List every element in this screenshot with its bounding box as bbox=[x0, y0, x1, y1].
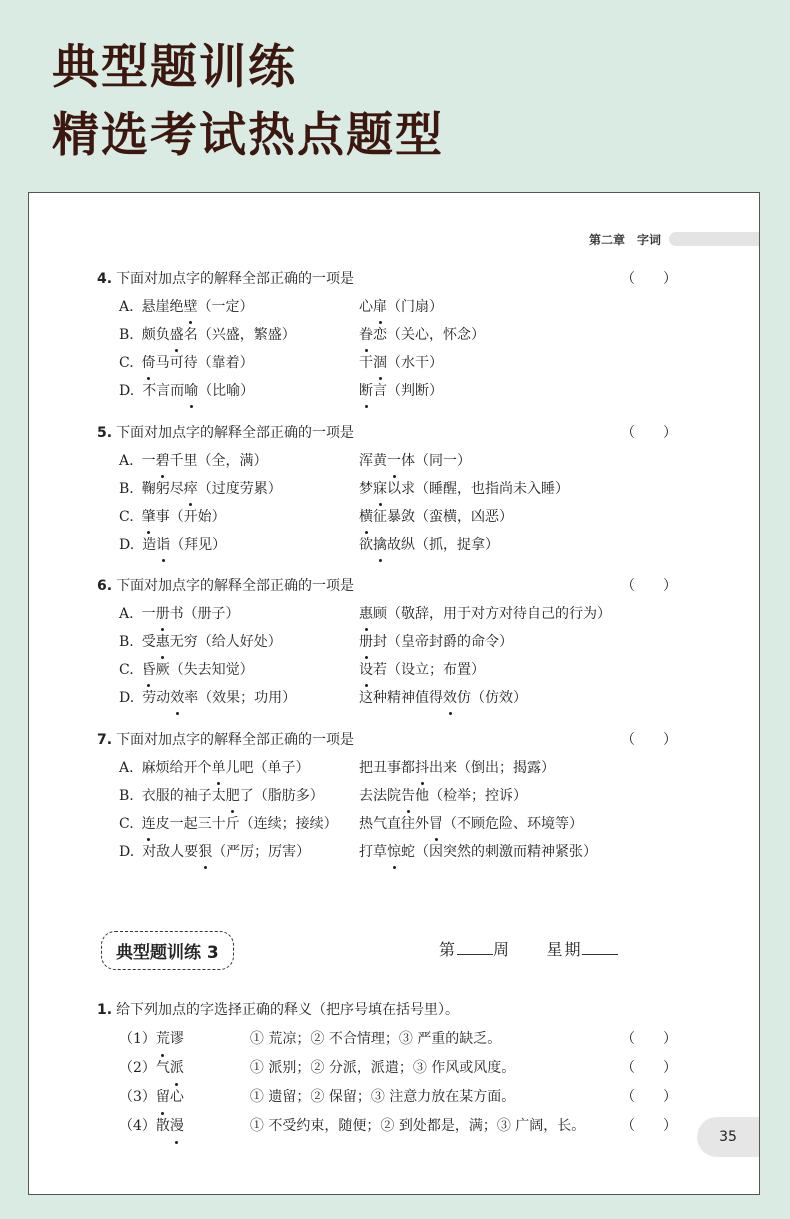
answer-parentheses[interactable]: （ ） bbox=[621, 271, 677, 287]
option-left-post: （比喻） bbox=[198, 383, 255, 399]
option-left-dotted-char: 碧 bbox=[156, 447, 170, 475]
option-label: A. bbox=[119, 299, 134, 315]
option-left-post: 了（脂肪多） bbox=[239, 788, 324, 804]
option-left-dotted-char: 效 bbox=[170, 684, 184, 712]
question-number: 1. bbox=[97, 1002, 113, 1018]
sub-question bbox=[97, 1054, 677, 1083]
option-left-dotted-char: 盛 bbox=[170, 321, 184, 349]
option-right-post: （门扇） bbox=[387, 299, 443, 315]
answer-parentheses[interactable]: （ ） bbox=[621, 425, 677, 441]
option-left-dotted-char: 连 bbox=[142, 810, 156, 838]
option-right bbox=[359, 349, 443, 377]
option-right-dotted-char: 横 bbox=[359, 503, 373, 531]
option-left bbox=[97, 628, 359, 656]
option-right-dotted-char: 扉 bbox=[373, 293, 387, 321]
option-left-dotted-char: 单 bbox=[212, 754, 226, 782]
option-left bbox=[97, 293, 359, 321]
sub-question-index: （3） bbox=[119, 1089, 156, 1105]
option-left-post: 名（兴盛，繁盛） bbox=[183, 327, 296, 343]
option-left-pre: 悬崖绝 bbox=[141, 299, 184, 315]
question-5 bbox=[97, 419, 677, 559]
option-right bbox=[359, 838, 597, 866]
option-row bbox=[97, 656, 677, 684]
option-left-dotted-char: 肇 bbox=[142, 503, 156, 531]
option-right-post: （水干） bbox=[387, 355, 443, 371]
option-right-dotted-char: 惠 bbox=[359, 600, 373, 628]
option-right-pre: 这种精神值得 bbox=[359, 690, 443, 706]
page-number: 35 bbox=[697, 1117, 759, 1157]
target-word bbox=[156, 1083, 250, 1112]
option-right bbox=[359, 600, 611, 628]
question-text: 下面对加点字的解释全部正确的一项是 bbox=[116, 271, 355, 287]
option-left-dotted-char: 喻 bbox=[184, 377, 198, 405]
option-left-pre: 受 bbox=[141, 634, 156, 650]
option-left-dotted-char: 瘁 bbox=[184, 475, 198, 503]
target-word-post: 心 bbox=[169, 1089, 184, 1105]
option-row bbox=[97, 600, 677, 628]
question-4 bbox=[97, 265, 677, 405]
question-stem bbox=[97, 572, 677, 600]
option-label: B. bbox=[119, 327, 134, 343]
answer-parentheses[interactable]: （ ） bbox=[621, 1060, 677, 1076]
option-label: D. bbox=[119, 844, 135, 860]
target-word-dotted-char: 漫 bbox=[170, 1112, 184, 1141]
option-left-post: （过度劳累） bbox=[197, 481, 282, 497]
target-word-dotted-char: 荒 bbox=[156, 1025, 170, 1054]
option-left-pre: 对敌人要 bbox=[142, 844, 199, 860]
option-right-post: 蛇（因突然的刺激而精神紧张） bbox=[401, 844, 597, 860]
option-left-post: 无穷（给人好处） bbox=[169, 634, 282, 650]
option-right-post: 若（设立；布置） bbox=[373, 662, 485, 678]
answer-parentheses[interactable]: （ ） bbox=[621, 1031, 677, 1047]
option-row bbox=[97, 377, 677, 405]
option-left-post: 事（开始） bbox=[155, 509, 226, 525]
meaning-choices: ① 荒凉；② 不合情理；③ 严重的缺乏。 bbox=[249, 1031, 502, 1047]
option-right-post: 体（同一） bbox=[401, 453, 471, 469]
running-head bbox=[589, 231, 759, 247]
question-number: 6. bbox=[97, 578, 113, 594]
question-text: 下面对加点字的解释全部正确的一项是 bbox=[116, 578, 355, 594]
target-word-dotted-char: 派 bbox=[170, 1054, 184, 1083]
option-right-post: 他（检举；控诉） bbox=[415, 788, 527, 804]
option-right bbox=[359, 684, 527, 712]
option-left bbox=[97, 531, 359, 559]
option-right-pre: 打草 bbox=[359, 844, 387, 860]
option-label: D. bbox=[119, 537, 135, 553]
target-word bbox=[156, 1054, 250, 1083]
option-right-dotted-char: 眷 bbox=[359, 321, 373, 349]
target-word-pre: 散 bbox=[155, 1118, 170, 1134]
option-row bbox=[97, 321, 677, 349]
option-right bbox=[359, 475, 569, 503]
sub-question-index: （1） bbox=[119, 1031, 156, 1047]
option-left-post: 马可待（靠着） bbox=[155, 355, 254, 371]
option-right bbox=[359, 293, 443, 321]
option-left-post: （拜见） bbox=[170, 537, 227, 553]
option-right-dotted-char: 断 bbox=[359, 377, 373, 405]
option-right-post: 顾（敬辞，用于对方对待自己的行为） bbox=[373, 606, 611, 622]
headline-title: 典型题训练 bbox=[52, 40, 297, 95]
option-left-dotted-char: 壁 bbox=[184, 293, 198, 321]
option-left-pre: 不言而 bbox=[142, 383, 185, 399]
option-left-pre: 一 bbox=[141, 606, 156, 622]
sub-question bbox=[97, 1112, 677, 1141]
answer-parentheses[interactable]: （ ） bbox=[621, 732, 677, 748]
option-left-pre: 造 bbox=[142, 537, 157, 553]
option-row bbox=[97, 838, 677, 866]
option-right-post: 征暴敛（蛮横，凶恶） bbox=[373, 509, 513, 525]
option-left bbox=[97, 475, 359, 503]
question-stem bbox=[97, 265, 677, 293]
option-right-post: 封（皇帝封爵的命令） bbox=[373, 634, 513, 650]
option-right bbox=[359, 782, 527, 810]
option-left bbox=[97, 782, 359, 810]
week-line bbox=[439, 937, 618, 960]
option-right-pre: 心 bbox=[359, 299, 373, 315]
option-label: C. bbox=[119, 355, 134, 371]
option-label: D. bbox=[119, 383, 135, 399]
option-right bbox=[359, 656, 485, 684]
option-right-dotted-char: 抖 bbox=[415, 754, 429, 782]
option-left-post: 厥（失去知觉） bbox=[155, 662, 254, 678]
option-right-dotted-char: 涸 bbox=[373, 349, 387, 377]
option-row bbox=[97, 475, 677, 503]
option-row bbox=[97, 782, 677, 810]
option-left bbox=[97, 838, 359, 866]
question-number: 5. bbox=[97, 425, 113, 441]
option-left-dotted-char: 惠 bbox=[156, 628, 170, 656]
option-left-post: （严厉；厉害） bbox=[212, 844, 311, 860]
option-left bbox=[97, 810, 359, 838]
option-left bbox=[97, 754, 359, 782]
target-word-dotted-char: 留 bbox=[156, 1083, 170, 1112]
option-label: D. bbox=[119, 690, 135, 706]
weekday-label: 星期 bbox=[546, 940, 583, 959]
option-right-post: 恋（关心，怀念） bbox=[373, 327, 485, 343]
option-left bbox=[97, 656, 359, 684]
option-right-pre: 去法院 bbox=[359, 788, 401, 804]
option-label: C. bbox=[119, 662, 134, 678]
option-left-pre: 一 bbox=[141, 453, 156, 469]
option-left-dotted-char: 册 bbox=[156, 600, 170, 628]
question-stem bbox=[97, 995, 677, 1025]
option-left-post: 率（效果；功用） bbox=[184, 690, 297, 706]
option-right-pre: 浑黄 bbox=[359, 453, 387, 469]
option-left-dotted-char: 肥 bbox=[226, 782, 240, 810]
option-right bbox=[359, 754, 555, 782]
option-right bbox=[359, 531, 499, 559]
option-left-dotted-char: 昏 bbox=[142, 656, 156, 684]
option-row bbox=[97, 628, 677, 656]
option-right-dotted-char: 告 bbox=[401, 782, 415, 810]
option-left-post: （一定） bbox=[197, 299, 254, 315]
option-left-pre: 衣服的袖子太 bbox=[141, 788, 226, 804]
option-left-post: 儿吧（单子） bbox=[225, 760, 310, 776]
option-label: C. bbox=[119, 509, 134, 525]
chapter-label: 第二章 字词 bbox=[589, 232, 662, 247]
option-left bbox=[97, 377, 359, 405]
target-word-pre: 气 bbox=[155, 1060, 170, 1076]
answer-parentheses[interactable]: （ ） bbox=[621, 1089, 677, 1105]
option-right-dotted-char: 冒 bbox=[429, 810, 443, 838]
option-left-pre: 颇负 bbox=[141, 327, 170, 343]
option-label: C. bbox=[119, 816, 134, 832]
option-right-pre: 把丑事都 bbox=[359, 760, 415, 776]
meaning-choices: ① 派别；② 分派，派遣；③ 作风或风度。 bbox=[249, 1060, 516, 1076]
target-word-post: 谬 bbox=[169, 1031, 184, 1047]
option-left-pre: 劳动 bbox=[142, 690, 171, 706]
option-right bbox=[359, 628, 513, 656]
option-right bbox=[359, 810, 583, 838]
section-badge: 典型题训练 3 bbox=[101, 931, 234, 970]
option-right bbox=[359, 447, 471, 475]
option-left-dotted-char: 倚 bbox=[142, 349, 156, 377]
option-left-post: 书（册子） bbox=[169, 606, 240, 622]
target-word bbox=[156, 1025, 250, 1054]
option-label: B. bbox=[119, 788, 134, 804]
option-right-post: 故纵（抓，捉拿） bbox=[387, 537, 499, 553]
option-right-dotted-char: 寐 bbox=[373, 475, 387, 503]
option-right-post: 以求（睡醒，也指尚未入睡） bbox=[387, 481, 569, 497]
option-right-pre: 梦 bbox=[359, 481, 373, 497]
option-right-dotted-char: 擒 bbox=[373, 531, 387, 559]
question-text: 下面对加点字的解释全部正确的一项是 bbox=[116, 732, 355, 748]
meaning-choices: ① 遗留；② 保留；③ 注意力放在某方面。 bbox=[249, 1089, 516, 1105]
option-left bbox=[97, 321, 359, 349]
headline-subtitle: 精选考试热点题型 bbox=[52, 108, 444, 163]
question-1 bbox=[97, 995, 677, 1141]
option-right bbox=[359, 321, 485, 349]
question-number: 7. bbox=[97, 732, 113, 748]
question-text: 下面对加点字的解释全部正确的一项是 bbox=[116, 425, 355, 441]
option-row bbox=[97, 684, 677, 712]
question-7 bbox=[97, 726, 677, 866]
option-right-pre: 干 bbox=[359, 355, 373, 371]
question-stem bbox=[97, 726, 677, 754]
option-right-pre: 欲 bbox=[359, 537, 373, 553]
question-6 bbox=[97, 572, 677, 712]
option-right-dotted-char: 设 bbox=[359, 656, 373, 684]
running-head-bar bbox=[669, 232, 759, 246]
option-left bbox=[97, 447, 359, 475]
option-right-dotted-char: 惊 bbox=[387, 838, 401, 866]
option-right-dotted-char: 册 bbox=[359, 628, 373, 656]
option-row bbox=[97, 293, 677, 321]
question-text: 给下列加点的字选择正确的释义（把序号填在括号里）。 bbox=[116, 1002, 460, 1018]
meaning-choices: ① 不受约束，随便；② 到处都是，满；③ 广阔，长。 bbox=[249, 1118, 586, 1134]
answer-parentheses[interactable]: （ ） bbox=[621, 1118, 677, 1134]
sub-question-index: （4） bbox=[119, 1118, 156, 1134]
answer-parentheses[interactable]: （ ） bbox=[621, 578, 677, 594]
sub-question bbox=[97, 1025, 677, 1054]
option-row bbox=[97, 503, 677, 531]
option-label: A. bbox=[119, 453, 134, 469]
option-left-pre: 鞠躬尽 bbox=[141, 481, 184, 497]
option-right-pre: 热气直往外 bbox=[359, 816, 429, 832]
week-prefix: 第 bbox=[439, 940, 458, 959]
option-row bbox=[97, 531, 677, 559]
option-right-post: 仿（仿效） bbox=[457, 690, 527, 706]
option-right-dotted-char: 效 bbox=[443, 684, 457, 712]
option-left bbox=[97, 600, 359, 628]
question-stem bbox=[97, 419, 677, 447]
option-row bbox=[97, 349, 677, 377]
option-left bbox=[97, 349, 359, 377]
option-right-post: （不顾危险、环境等） bbox=[443, 816, 583, 832]
workbook-page bbox=[28, 192, 760, 1195]
option-right bbox=[359, 377, 443, 405]
option-row bbox=[97, 810, 677, 838]
option-right bbox=[359, 503, 513, 531]
option-label: A. bbox=[119, 606, 134, 622]
option-label: B. bbox=[119, 481, 134, 497]
weekday-blank[interactable] bbox=[582, 940, 618, 955]
option-right-post: 出来（倒出；揭露） bbox=[429, 760, 555, 776]
option-right-dotted-char: 一 bbox=[387, 447, 401, 475]
target-word bbox=[156, 1112, 250, 1141]
option-row bbox=[97, 447, 677, 475]
option-label: A. bbox=[119, 760, 134, 776]
option-left-post: 皮一起三十斤（连续；接续） bbox=[155, 816, 338, 832]
option-left-dotted-char: 狠 bbox=[198, 838, 212, 866]
option-right-post: 言（判断） bbox=[373, 383, 443, 399]
sub-question-index: （2） bbox=[119, 1060, 156, 1076]
option-left bbox=[97, 684, 359, 712]
option-row bbox=[97, 754, 677, 782]
sub-question bbox=[97, 1083, 677, 1112]
option-left-dotted-char: 诣 bbox=[156, 531, 170, 559]
week-blank[interactable] bbox=[457, 940, 493, 955]
option-left-pre: 麻烦给开个 bbox=[141, 760, 212, 776]
option-left bbox=[97, 503, 359, 531]
week-suffix: 周 bbox=[493, 940, 512, 959]
question-number: 4. bbox=[97, 271, 113, 287]
option-label: B. bbox=[119, 634, 134, 650]
option-left-post: 千里（全，满） bbox=[169, 453, 268, 469]
